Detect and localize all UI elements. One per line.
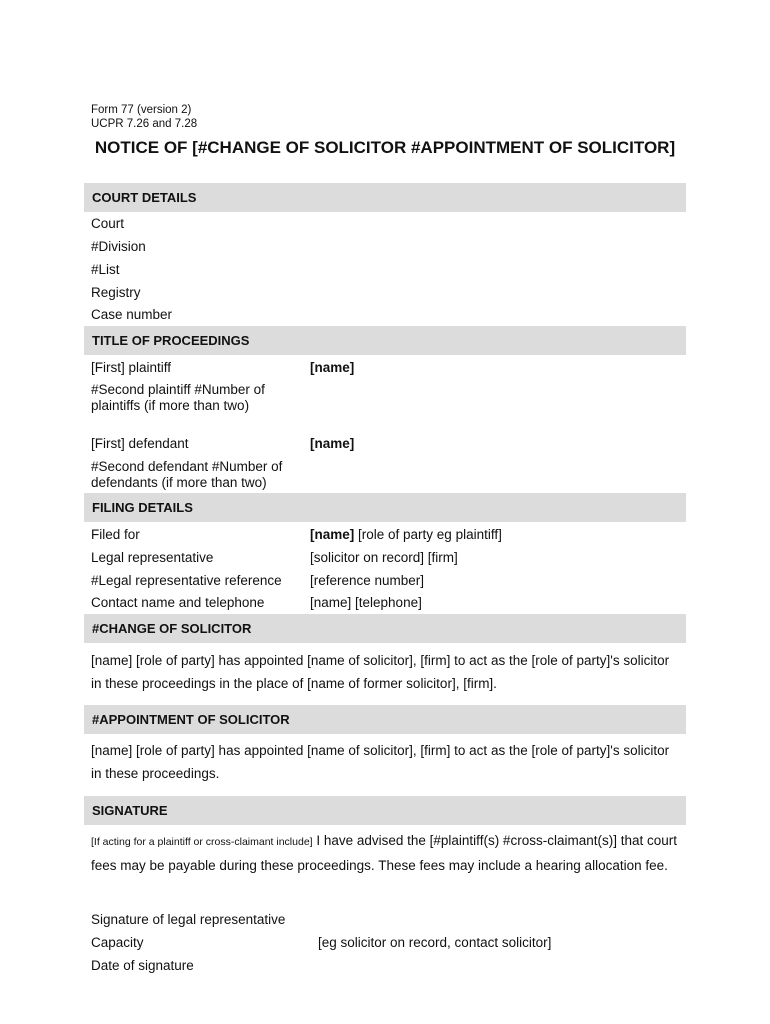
legal-rep-ref-label: #Legal representative reference xyxy=(91,573,282,588)
date-of-signature-label: Date of signature xyxy=(91,958,194,973)
section-change-of-solicitor: #CHANGE OF SOLICITOR xyxy=(84,614,686,643)
registry-label: Registry xyxy=(91,285,141,300)
signature-text: I have advised the [#plaintiff(s) #cross-claimant(s)] that court fees may be payable during these proceedings. These fees may include a hearing allocation fee. xyxy=(91,833,677,873)
form-number: Form 77 (version 2) xyxy=(91,104,192,116)
filed-for-name: [name] xyxy=(310,527,355,542)
filed-for-role: [role of party eg plaintiff] xyxy=(354,527,502,542)
section-court-details: COURT DETAILS xyxy=(84,183,686,212)
legal-rep-label: Legal representative xyxy=(91,550,214,565)
first-defendant-value: [name] xyxy=(310,436,355,451)
case-number-label: Case number xyxy=(91,307,173,322)
legal-rep-ref-value: [reference number] xyxy=(310,573,425,588)
filed-for-value xyxy=(310,527,502,543)
change-of-solicitor-text: [name] [role of party] has appointed [name of solicitor], [firm] to act as the [role of party]'s solicitor in these proceedings in the place of [name of former solicitor], [firm]. xyxy=(91,653,670,691)
first-defendant-label: [First] defendant xyxy=(91,436,189,451)
second-plaintiff-label: #Second plaintiff #Number of plaintiffs (if more than two) xyxy=(91,382,265,413)
section-title-of-proceedings: TITLE OF PROCEEDINGS xyxy=(84,326,686,355)
contact-label: Contact name and telephone xyxy=(91,595,265,610)
section-appointment-of-solicitor: #APPOINTMENT OF SOLICITOR xyxy=(84,705,686,734)
first-plaintiff-value: [name] xyxy=(310,360,355,375)
second-defendant-label: #Second defendant #Number of defendants (if more than two) xyxy=(91,459,283,490)
list-label: #List xyxy=(91,262,120,277)
page-title: NOTICE OF [#CHANGE OF SOLICITOR #APPOINTMENT OF SOLICITOR] xyxy=(94,138,676,157)
signature-label: Signature of legal representative xyxy=(91,912,286,927)
first-plaintiff-label: [First] plaintiff xyxy=(91,360,172,375)
appointment-of-solicitor-text: [name] [role of party] has appointed [name of solicitor], [firm] to act as the [role of party]'s solicitor in these proceedings. xyxy=(91,743,670,781)
section-filing-details: FILING DETAILS xyxy=(84,493,686,522)
filed-for-label: Filed for xyxy=(91,527,140,542)
signature-declaration xyxy=(91,829,683,877)
division-label: #Division xyxy=(91,239,146,254)
contact-value: [name] [telephone] xyxy=(310,595,422,610)
form-rules: UCPR 7.26 and 7.28 xyxy=(91,118,198,130)
court-label: Court xyxy=(91,216,125,231)
capacity-label: Capacity xyxy=(91,935,144,950)
capacity-value: [eg solicitor on record, contact solicitor] xyxy=(318,935,552,950)
section-signature: SIGNATURE xyxy=(84,796,686,825)
legal-rep-value: [solicitor on record] [firm] xyxy=(310,550,458,565)
signature-note: [If acting for a plaintiff or cross-claimant include] xyxy=(91,836,313,848)
